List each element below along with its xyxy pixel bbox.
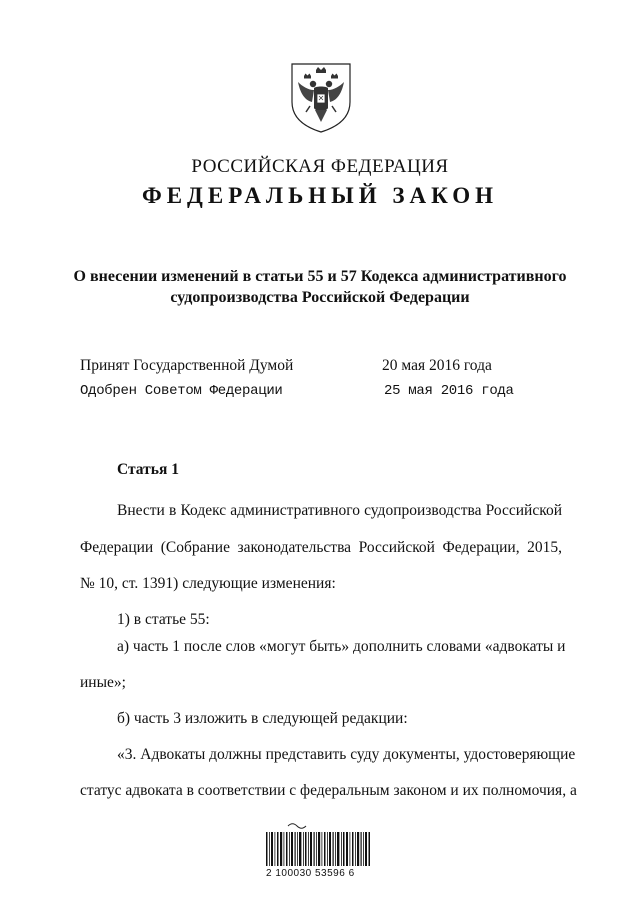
barcode-graphic: [262, 822, 376, 872]
approved-label: Одобрен Советом Федерации: [80, 383, 283, 399]
article-text-line: 1) в статье 55:: [117, 611, 210, 628]
adopted-label: Принят Государственной Думой: [80, 357, 294, 374]
barcode-number: 2 100030 53596 6: [266, 868, 355, 879]
article-text-line: б) часть 3 изложить в следующей редакции:: [117, 710, 408, 727]
article-text-line: иные»;: [80, 674, 126, 691]
law-title: [60, 266, 580, 308]
article-text-line: «3. Адвокаты должны представить суду документы, удостоверяющие: [117, 746, 576, 763]
approved-date: 25 мая 2016 года: [384, 383, 514, 399]
adopted-date: 20 мая 2016 года: [382, 357, 492, 374]
article-text-line: № 10, ст. 1391) следующие изменения:: [80, 575, 336, 592]
law-title-line-2: судопроизводства Российской Федерации: [170, 289, 470, 306]
article-text-line: Федерации (Собрание законодательства Российской Федерации, 2015,: [80, 539, 562, 556]
article-text-line: статус адвоката в соответствии с федеральным законом и их полномочия, а: [80, 782, 577, 799]
country-heading: РОССИЙСКАЯ ФЕДЕРАЦИЯ: [191, 156, 449, 177]
article-text-line: Внести в Кодекс административного судопроизводства Российской: [117, 502, 562, 519]
article-heading: Статья 1: [117, 461, 179, 478]
law-title-line-1: О внесении изменений в статьи 55 и 57 Кодекса административного: [73, 268, 567, 285]
document-type-heading: ФЕДЕРАЛЬНЫЙ ЗАКОН: [141, 183, 499, 208]
coat-of-arms-emblem: [288, 62, 354, 134]
article-text-line: а) часть 1 после слов «могут быть» дополнить словами «адвокаты и: [117, 638, 566, 655]
